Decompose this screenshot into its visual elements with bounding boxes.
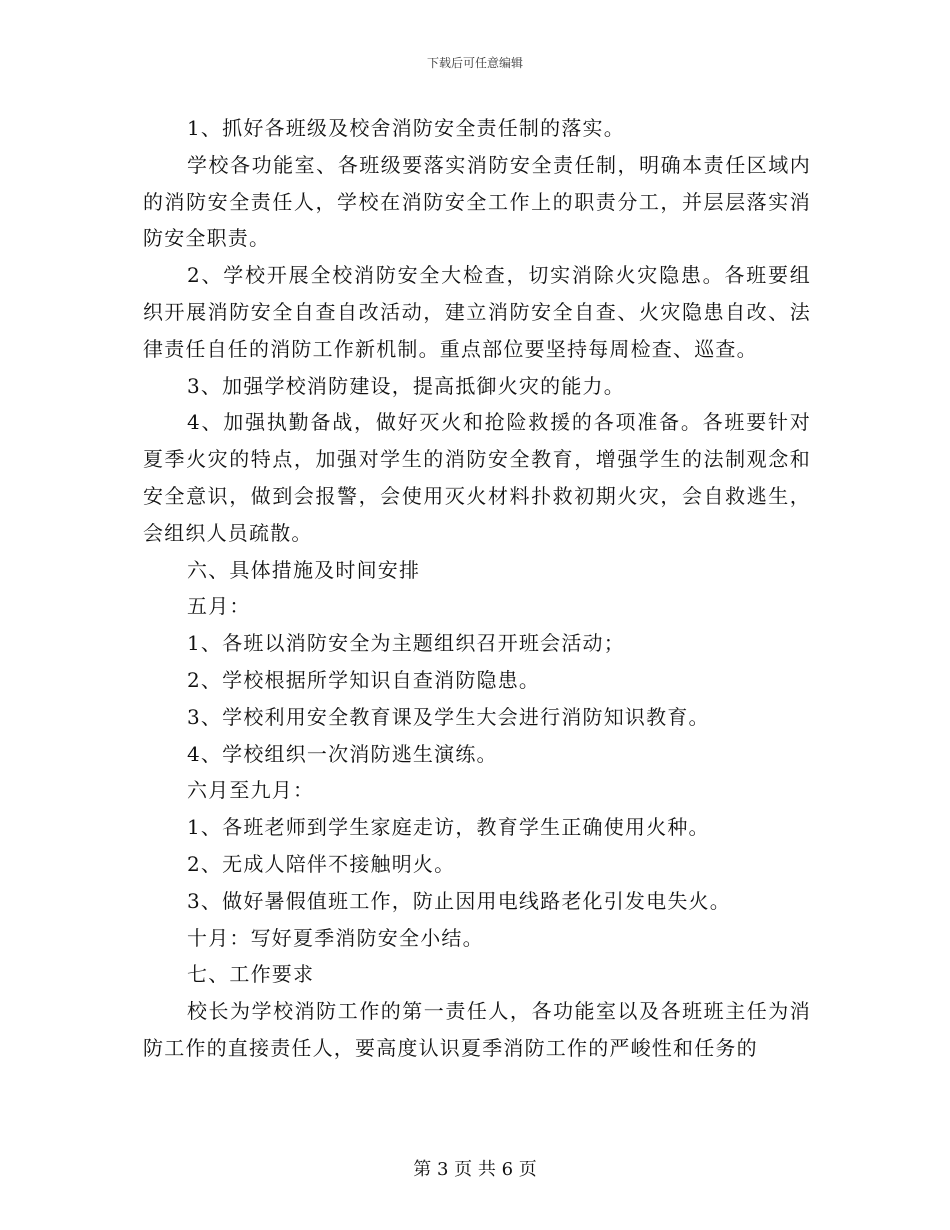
paragraph-3: 2、学校开展全校消防安全大检查，切实消除火灾隐患。各班要组织开展消防安全自查自改活动，建立消防安全自查、火灾隐患自改、法律责任自任的消防工作新机制。重点部位要坚持每周检查、巡查。 (143, 263, 811, 361)
paragraph-may-3: 3、学校利用安全教育课及学生大会进行消防知识教育。 (187, 704, 710, 729)
month-heading-may: 五月： (187, 594, 251, 619)
section-heading-6: 六、具体措施及时间安排 (187, 557, 421, 582)
paragraph-june-1: 1、各班老师到学生家庭走访，教育学生正确使用火种。 (187, 815, 710, 840)
paragraph-5: 4、加强执勤备战，做好灭火和抢险救援的各项准备。各班要针对夏季火灾的特点，加强对学生的消防安全教育，增强学生的法制观念和安全意识，做到会报警，会使用灭火材料扑救初期火灾，会自救逃生，会组织人员疏散。 (143, 410, 811, 545)
section-heading-7: 七、工作要求 (187, 962, 315, 987)
paragraph-june-2: 2、无成人陪伴不接触明火。 (187, 851, 456, 876)
page-header: 下载后可任意编辑 (426, 56, 523, 70)
paragraph-may-4: 4、学校组织一次消防逃生演练。 (187, 741, 498, 766)
paragraph-2: 学校各功能室、各班级要落实消防安全责任制，明确本责任区域内的消防安全责任人，学校在消防安全工作上的职责分工，并层层落实消防安全职责。 (143, 152, 811, 251)
month-heading-june-september: 六月至九月： (187, 778, 315, 803)
paragraph-june-3: 3、做好暑假值班工作，防止因用电线路老化引发电失火。 (187, 888, 731, 913)
paragraph-1: 1、抓好各班级及校舍消防安全责任制的落实。 (187, 116, 625, 140)
paragraph-may-2: 2、学校根据所学知识自查消防隐患。 (187, 667, 541, 692)
paragraph-4: 3、加强学校消防建设，提高抵御火灾的能力。 (187, 373, 625, 398)
page-footer: 第 3 页 共 6 页 (413, 1159, 537, 1180)
document-body (143, 110, 811, 1067)
paragraph-requirements: 校长为学校消防工作的第一责任人，各功能室以及各班班主任为消防工作的直接责任人，要高度认识夏季消防工作的严峻性和任务的 (143, 999, 811, 1060)
paragraph-october: 十月：写好夏季消防安全小结。 (187, 925, 484, 950)
paragraph-may-1: 1、各班以消防安全为主题组织召开班会活动； (187, 631, 625, 656)
